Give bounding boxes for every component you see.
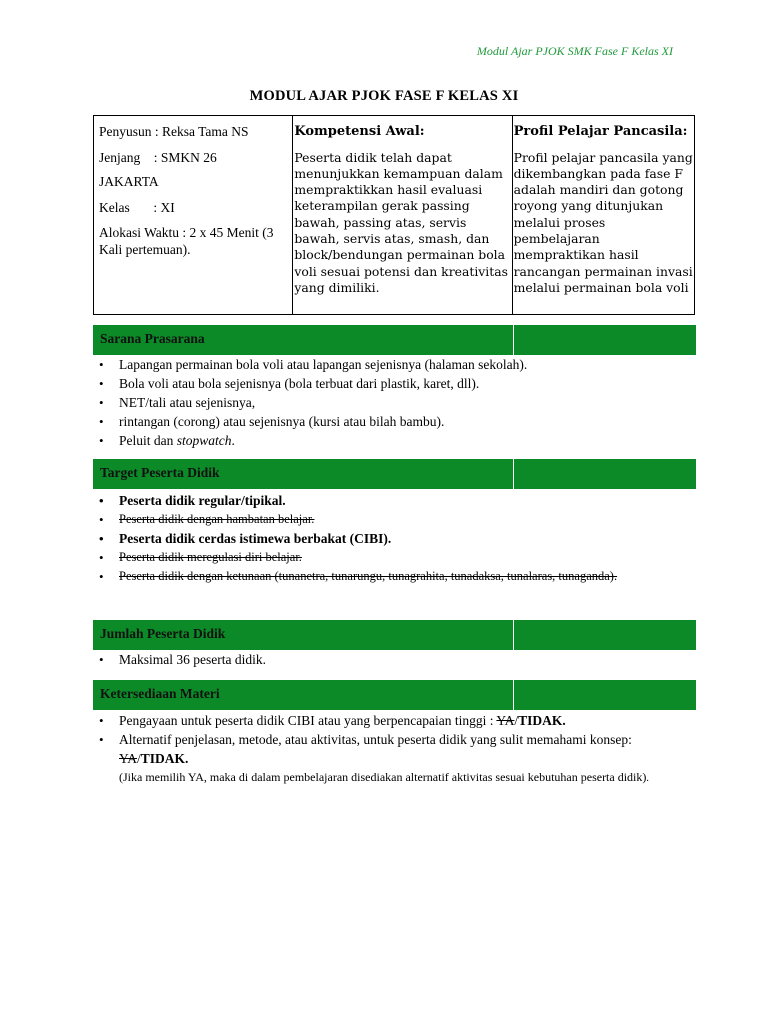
bullet-icon: •: [99, 493, 104, 508]
list-item: • NET/tali atau sejenisnya,: [99, 395, 256, 410]
list-item: • Peserta didik cerdas istimewa berbakat (CIBI).: [99, 531, 392, 546]
target-list: [93, 491, 693, 586]
profil-heading: Profil Pelajar Pancasila:: [513, 124, 688, 139]
list-item: • Peserta didik dengan hambatan belajar.: [99, 512, 315, 527]
section-title-materi: Ketersediaan Materi: [93, 680, 514, 710]
list-item: • Peserta didik dengan ketunaan (tunanetra, tunarungu, tunagrahita, tunadaksa, tunalaras, tunaganda).: [99, 569, 618, 584]
jumlah-list: [93, 650, 693, 669]
kelas-text: Kelas : XI: [99, 199, 175, 215]
section-bar-target: [93, 459, 696, 489]
list-item: • Peserta didik regular/tipikal.: [99, 493, 286, 508]
bullet-icon: •: [99, 512, 104, 527]
info-column-profil: [513, 116, 694, 314]
section-title-target: Target Peserta Didik: [93, 459, 514, 489]
section-bar-right: [514, 459, 696, 489]
list-item: • Maksimal 36 peserta didik.: [99, 652, 266, 667]
section-bar-jumlah: [93, 620, 696, 650]
section-bar-right: [514, 620, 696, 650]
document-title: MODUL AJAR PJOK FASE F KELAS XI: [249, 88, 519, 104]
bullet-icon: •: [99, 531, 104, 546]
bullet-icon: •: [99, 376, 104, 391]
tidak-option: TIDAK.: [140, 751, 189, 766]
bullet-icon: •: [99, 652, 104, 667]
bullet-icon: •: [99, 713, 104, 728]
section-title-jumlah: Jumlah Peserta Didik: [93, 620, 514, 650]
alokasi-text: Alokasi Waktu : 2 x 45 Menit (3 Kali pertemuan).: [99, 225, 274, 257]
jenjang-line1: Jenjang : SMKN 26: [99, 149, 217, 165]
ya-option: YA: [119, 751, 138, 766]
bullet-icon: •: [99, 550, 104, 565]
jenjang-text: [99, 150, 287, 191]
info-column-identity: [94, 116, 293, 314]
running-header: Modul Ajar PJOK SMK Fase F Kelas XI: [476, 44, 673, 58]
profil-text: Profil pelajar pancasila yang dikembangkan pada fase F adalah mandiri dan gotong royong yang ditunjukan melalui proses pembelajaran mempraktikan hasil rancangan permainan invasi melalui permainan bola voli: [513, 149, 693, 295]
section-title-sarana: Sarana Prasarana: [93, 325, 514, 355]
stopwatch-text: stopwatch: [176, 433, 232, 448]
sarana-list: [93, 355, 693, 450]
list-item: • Alternatif penjelasan, metode, atau aktivitas, untuk peserta didik yang sulit memahami konsep: YA/TIDAK. (Jika memilih YA, maka di dalam pembelajaran disediakan alternatif aktivitas sesuai kebutuhan peserta didik).: [93, 730, 693, 788]
penyusun-text: Penyusun : Reksa Tama NS: [99, 124, 249, 139]
section-bar-right: [514, 680, 696, 710]
materi-list: [93, 711, 693, 788]
materi-note: (Jika memilih YA, maka di dalam pembelajaran disediakan alternatif aktivitas sesuai kebutuhan peserta didik).: [119, 770, 649, 784]
list-item: • Pengayaan untuk peserta didik CIBI atau yang berpencapaian tinggi : YA/TIDAK.: [99, 713, 566, 728]
ya-option: YA: [496, 713, 515, 728]
bullet-icon: •: [99, 357, 104, 372]
info-table: [93, 115, 695, 315]
section-bar-sarana: [93, 325, 696, 355]
bullet-icon: •: [99, 433, 104, 448]
bullet-icon: •: [99, 732, 104, 747]
list-item: • Bola voli atau bola sejenisnya (bola terbuat dari plastik, karet, dll).: [99, 376, 480, 391]
list-item: • Peluit dan stopwatch.: [99, 433, 235, 448]
kompetensi-heading: Kompetensi Awal:: [294, 124, 425, 139]
list-item: • Lapangan permainan bola voli atau lapangan sejenisnya (halaman sekolah).: [99, 357, 528, 372]
bullet-icon: •: [99, 414, 104, 429]
tidak-option: TIDAK.: [518, 713, 566, 728]
kompetensi-text: Peserta didik telah dapat menunjukkan kemampuan dalam mempraktikkan hasil evaluasi keterampilan gerak passing bawah, passing atas, servis bawah, servis atas, smash, dan block/bendungan permainan bola voli sesuai potensi dan kreativitas yang dimiliki.: [294, 149, 508, 295]
jenjang-line2: JAKARTA: [99, 174, 159, 189]
bullet-icon: •: [99, 569, 104, 584]
list-item: • Peserta didik meregulasi diri belajar.: [99, 550, 302, 565]
section-bar-right: [514, 325, 696, 355]
list-item: • rintangan (corong) atau sejenisnya (kursi atau bilah bambu).: [99, 414, 445, 429]
bullet-icon: •: [99, 395, 104, 410]
section-bar-materi: [93, 680, 696, 710]
info-column-kompetensi: [293, 116, 512, 314]
